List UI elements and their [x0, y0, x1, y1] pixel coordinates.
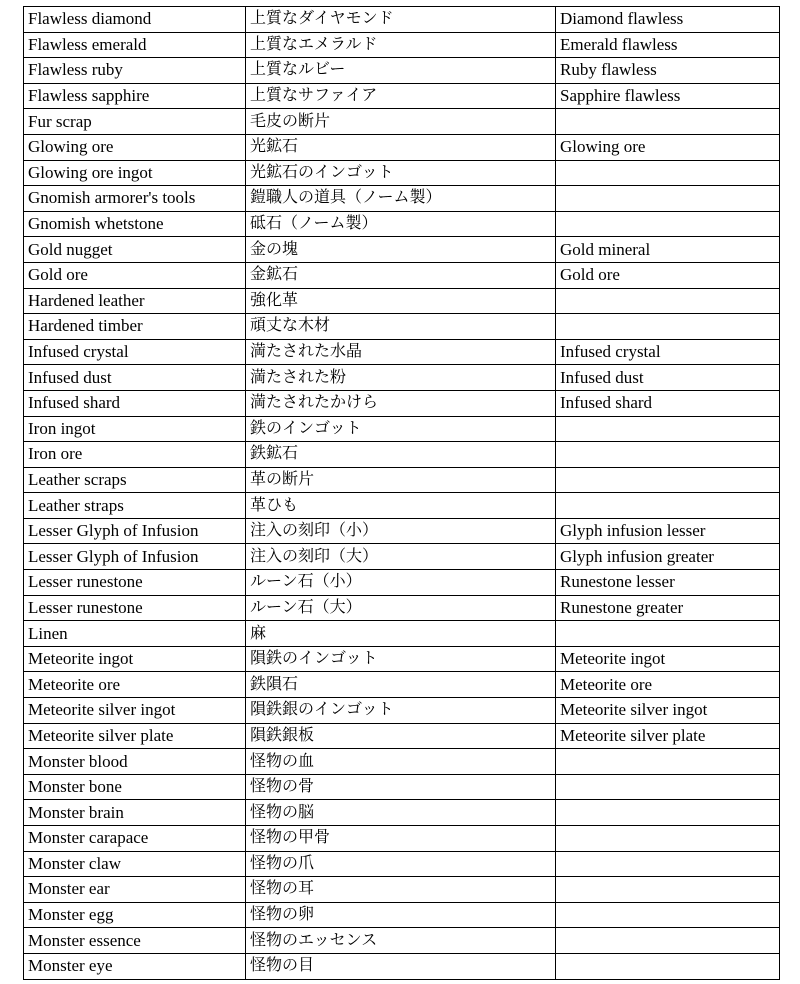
english-name-cell: Meteorite ingot [24, 646, 246, 672]
table-row [24, 83, 780, 109]
japanese-name-cell: 鉄のインゴット [246, 416, 556, 442]
table-row [24, 518, 780, 544]
table-row [24, 186, 780, 212]
japanese-name-cell: ルーン石（大） [246, 595, 556, 621]
japanese-name-cell: 怪物の目 [246, 953, 556, 979]
english-name-cell: Monster brain [24, 800, 246, 826]
table-row [24, 7, 780, 33]
japanese-name-cell: 金の塊 [246, 237, 556, 263]
table-row [24, 621, 780, 647]
japanese-name-cell: 怪物の甲骨 [246, 826, 556, 852]
alias-name-cell [556, 826, 780, 852]
english-name-cell: Meteorite ore [24, 672, 246, 698]
table-row [24, 723, 780, 749]
table-row [24, 109, 780, 135]
alias-name-cell [556, 442, 780, 468]
english-name-cell: Infused shard [24, 390, 246, 416]
table-row [24, 646, 780, 672]
japanese-name-cell: 満たされたかけら [246, 390, 556, 416]
alias-name-cell [556, 851, 780, 877]
alias-name-cell [556, 800, 780, 826]
alias-name-cell: Glyph infusion greater [556, 544, 780, 570]
alias-name-cell [556, 314, 780, 340]
table-row [24, 877, 780, 903]
japanese-name-cell: 上質なエメラルド [246, 32, 556, 58]
alias-name-cell: Gold mineral [556, 237, 780, 263]
english-name-cell: Leather scraps [24, 467, 246, 493]
item-name-table [23, 6, 780, 980]
english-name-cell: Monster claw [24, 851, 246, 877]
japanese-name-cell: 注入の刻印（小） [246, 518, 556, 544]
table-row [24, 262, 780, 288]
alias-name-cell: Meteorite silver ingot [556, 698, 780, 724]
table-row [24, 288, 780, 314]
japanese-name-cell: 怪物の卵 [246, 902, 556, 928]
english-name-cell: Meteorite silver ingot [24, 698, 246, 724]
alias-name-cell: Meteorite silver plate [556, 723, 780, 749]
english-name-cell: Hardened timber [24, 314, 246, 340]
english-name-cell: Linen [24, 621, 246, 647]
alias-name-cell: Gold ore [556, 262, 780, 288]
table-row [24, 314, 780, 340]
table-row [24, 365, 780, 391]
english-name-cell: Monster carapace [24, 826, 246, 852]
table-row [24, 928, 780, 954]
alias-name-cell [556, 109, 780, 135]
japanese-name-cell: 隕鉄のインゴット [246, 646, 556, 672]
table-row [24, 672, 780, 698]
english-name-cell: Gnomish whetstone [24, 211, 246, 237]
japanese-name-cell: 隕鉄銀のインゴット [246, 698, 556, 724]
alias-name-cell [556, 416, 780, 442]
english-name-cell: Monster ear [24, 877, 246, 903]
table-row [24, 953, 780, 979]
alias-name-cell [556, 467, 780, 493]
english-name-cell: Flawless ruby [24, 58, 246, 84]
english-name-cell: Hardened leather [24, 288, 246, 314]
alias-name-cell [556, 928, 780, 954]
japanese-name-cell: 怪物の耳 [246, 877, 556, 903]
table-row [24, 749, 780, 775]
english-name-cell: Flawless emerald [24, 32, 246, 58]
alias-name-cell [556, 902, 780, 928]
english-name-cell: Gnomish armorer's tools [24, 186, 246, 212]
japanese-name-cell: ルーン石（小） [246, 570, 556, 596]
alias-name-cell [556, 774, 780, 800]
japanese-name-cell: 怪物の骨 [246, 774, 556, 800]
japanese-name-cell: 注入の刻印（大） [246, 544, 556, 570]
alias-name-cell [556, 877, 780, 903]
english-name-cell: Lesser Glyph of Infusion [24, 518, 246, 544]
japanese-name-cell: 頑丈な木材 [246, 314, 556, 340]
english-name-cell: Monster egg [24, 902, 246, 928]
alias-name-cell: Diamond flawless [556, 7, 780, 33]
alias-name-cell: Glowing ore [556, 134, 780, 160]
japanese-name-cell: 毛皮の断片 [246, 109, 556, 135]
english-name-cell: Gold ore [24, 262, 246, 288]
alias-name-cell: Infused crystal [556, 339, 780, 365]
japanese-name-cell: 上質なダイヤモンド [246, 7, 556, 33]
japanese-name-cell: 鉄隕石 [246, 672, 556, 698]
alias-name-cell: Runestone greater [556, 595, 780, 621]
english-name-cell: Monster essence [24, 928, 246, 954]
table-row [24, 493, 780, 519]
english-name-cell: Fur scrap [24, 109, 246, 135]
english-name-cell: Monster eye [24, 953, 246, 979]
table-row [24, 160, 780, 186]
japanese-name-cell: 満たされた粉 [246, 365, 556, 391]
alias-name-cell [556, 493, 780, 519]
alias-name-cell: Runestone lesser [556, 570, 780, 596]
japanese-name-cell: 上質なルビー [246, 58, 556, 84]
table-row [24, 58, 780, 84]
table-row [24, 544, 780, 570]
japanese-name-cell: 革の断片 [246, 467, 556, 493]
japanese-name-cell: 怪物の脳 [246, 800, 556, 826]
japanese-name-cell: 砥石（ノーム製） [246, 211, 556, 237]
item-name-table-sheet [23, 6, 779, 980]
table-row [24, 339, 780, 365]
english-name-cell: Meteorite silver plate [24, 723, 246, 749]
japanese-name-cell: 隕鉄銀板 [246, 723, 556, 749]
alias-name-cell [556, 186, 780, 212]
table-row [24, 467, 780, 493]
alias-name-cell: Sapphire flawless [556, 83, 780, 109]
japanese-name-cell: 怪物の血 [246, 749, 556, 775]
table-row [24, 211, 780, 237]
table-row [24, 32, 780, 58]
table-row [24, 595, 780, 621]
table-body [24, 7, 780, 980]
alias-name-cell [556, 953, 780, 979]
english-name-cell: Lesser runestone [24, 595, 246, 621]
alias-name-cell [556, 288, 780, 314]
english-name-cell: Infused crystal [24, 339, 246, 365]
english-name-cell: Iron ore [24, 442, 246, 468]
alias-name-cell [556, 749, 780, 775]
table-row [24, 390, 780, 416]
alias-name-cell: Infused shard [556, 390, 780, 416]
alias-name-cell [556, 160, 780, 186]
table-row [24, 851, 780, 877]
alias-name-cell: Meteorite ingot [556, 646, 780, 672]
japanese-name-cell: 麻 [246, 621, 556, 647]
english-name-cell: Infused dust [24, 365, 246, 391]
alias-name-cell: Infused dust [556, 365, 780, 391]
english-name-cell: Glowing ore ingot [24, 160, 246, 186]
japanese-name-cell: 金鉱石 [246, 262, 556, 288]
english-name-cell: Lesser Glyph of Infusion [24, 544, 246, 570]
table-row [24, 902, 780, 928]
english-name-cell: Gold nugget [24, 237, 246, 263]
table-row [24, 698, 780, 724]
table-row [24, 237, 780, 263]
table-row [24, 570, 780, 596]
table-row [24, 774, 780, 800]
english-name-cell: Flawless sapphire [24, 83, 246, 109]
japanese-name-cell: 怪物のエッセンス [246, 928, 556, 954]
japanese-name-cell: 光鉱石のインゴット [246, 160, 556, 186]
japanese-name-cell: 上質なサファイア [246, 83, 556, 109]
alias-name-cell [556, 621, 780, 647]
english-name-cell: Leather straps [24, 493, 246, 519]
english-name-cell: Glowing ore [24, 134, 246, 160]
japanese-name-cell: 鉄鉱石 [246, 442, 556, 468]
table-row [24, 442, 780, 468]
table-row [24, 134, 780, 160]
alias-name-cell: Glyph infusion lesser [556, 518, 780, 544]
japanese-name-cell: 怪物の爪 [246, 851, 556, 877]
alias-name-cell: Ruby flawless [556, 58, 780, 84]
table-row [24, 800, 780, 826]
japanese-name-cell: 革ひも [246, 493, 556, 519]
japanese-name-cell: 光鉱石 [246, 134, 556, 160]
english-name-cell: Flawless diamond [24, 7, 246, 33]
japanese-name-cell: 強化革 [246, 288, 556, 314]
alias-name-cell [556, 211, 780, 237]
english-name-cell: Monster bone [24, 774, 246, 800]
japanese-name-cell: 鎧職人の道具（ノーム製） [246, 186, 556, 212]
table-row [24, 826, 780, 852]
alias-name-cell: Meteorite ore [556, 672, 780, 698]
english-name-cell: Monster blood [24, 749, 246, 775]
english-name-cell: Iron ingot [24, 416, 246, 442]
table-row [24, 416, 780, 442]
alias-name-cell: Emerald flawless [556, 32, 780, 58]
english-name-cell: Lesser runestone [24, 570, 246, 596]
japanese-name-cell: 満たされた水晶 [246, 339, 556, 365]
